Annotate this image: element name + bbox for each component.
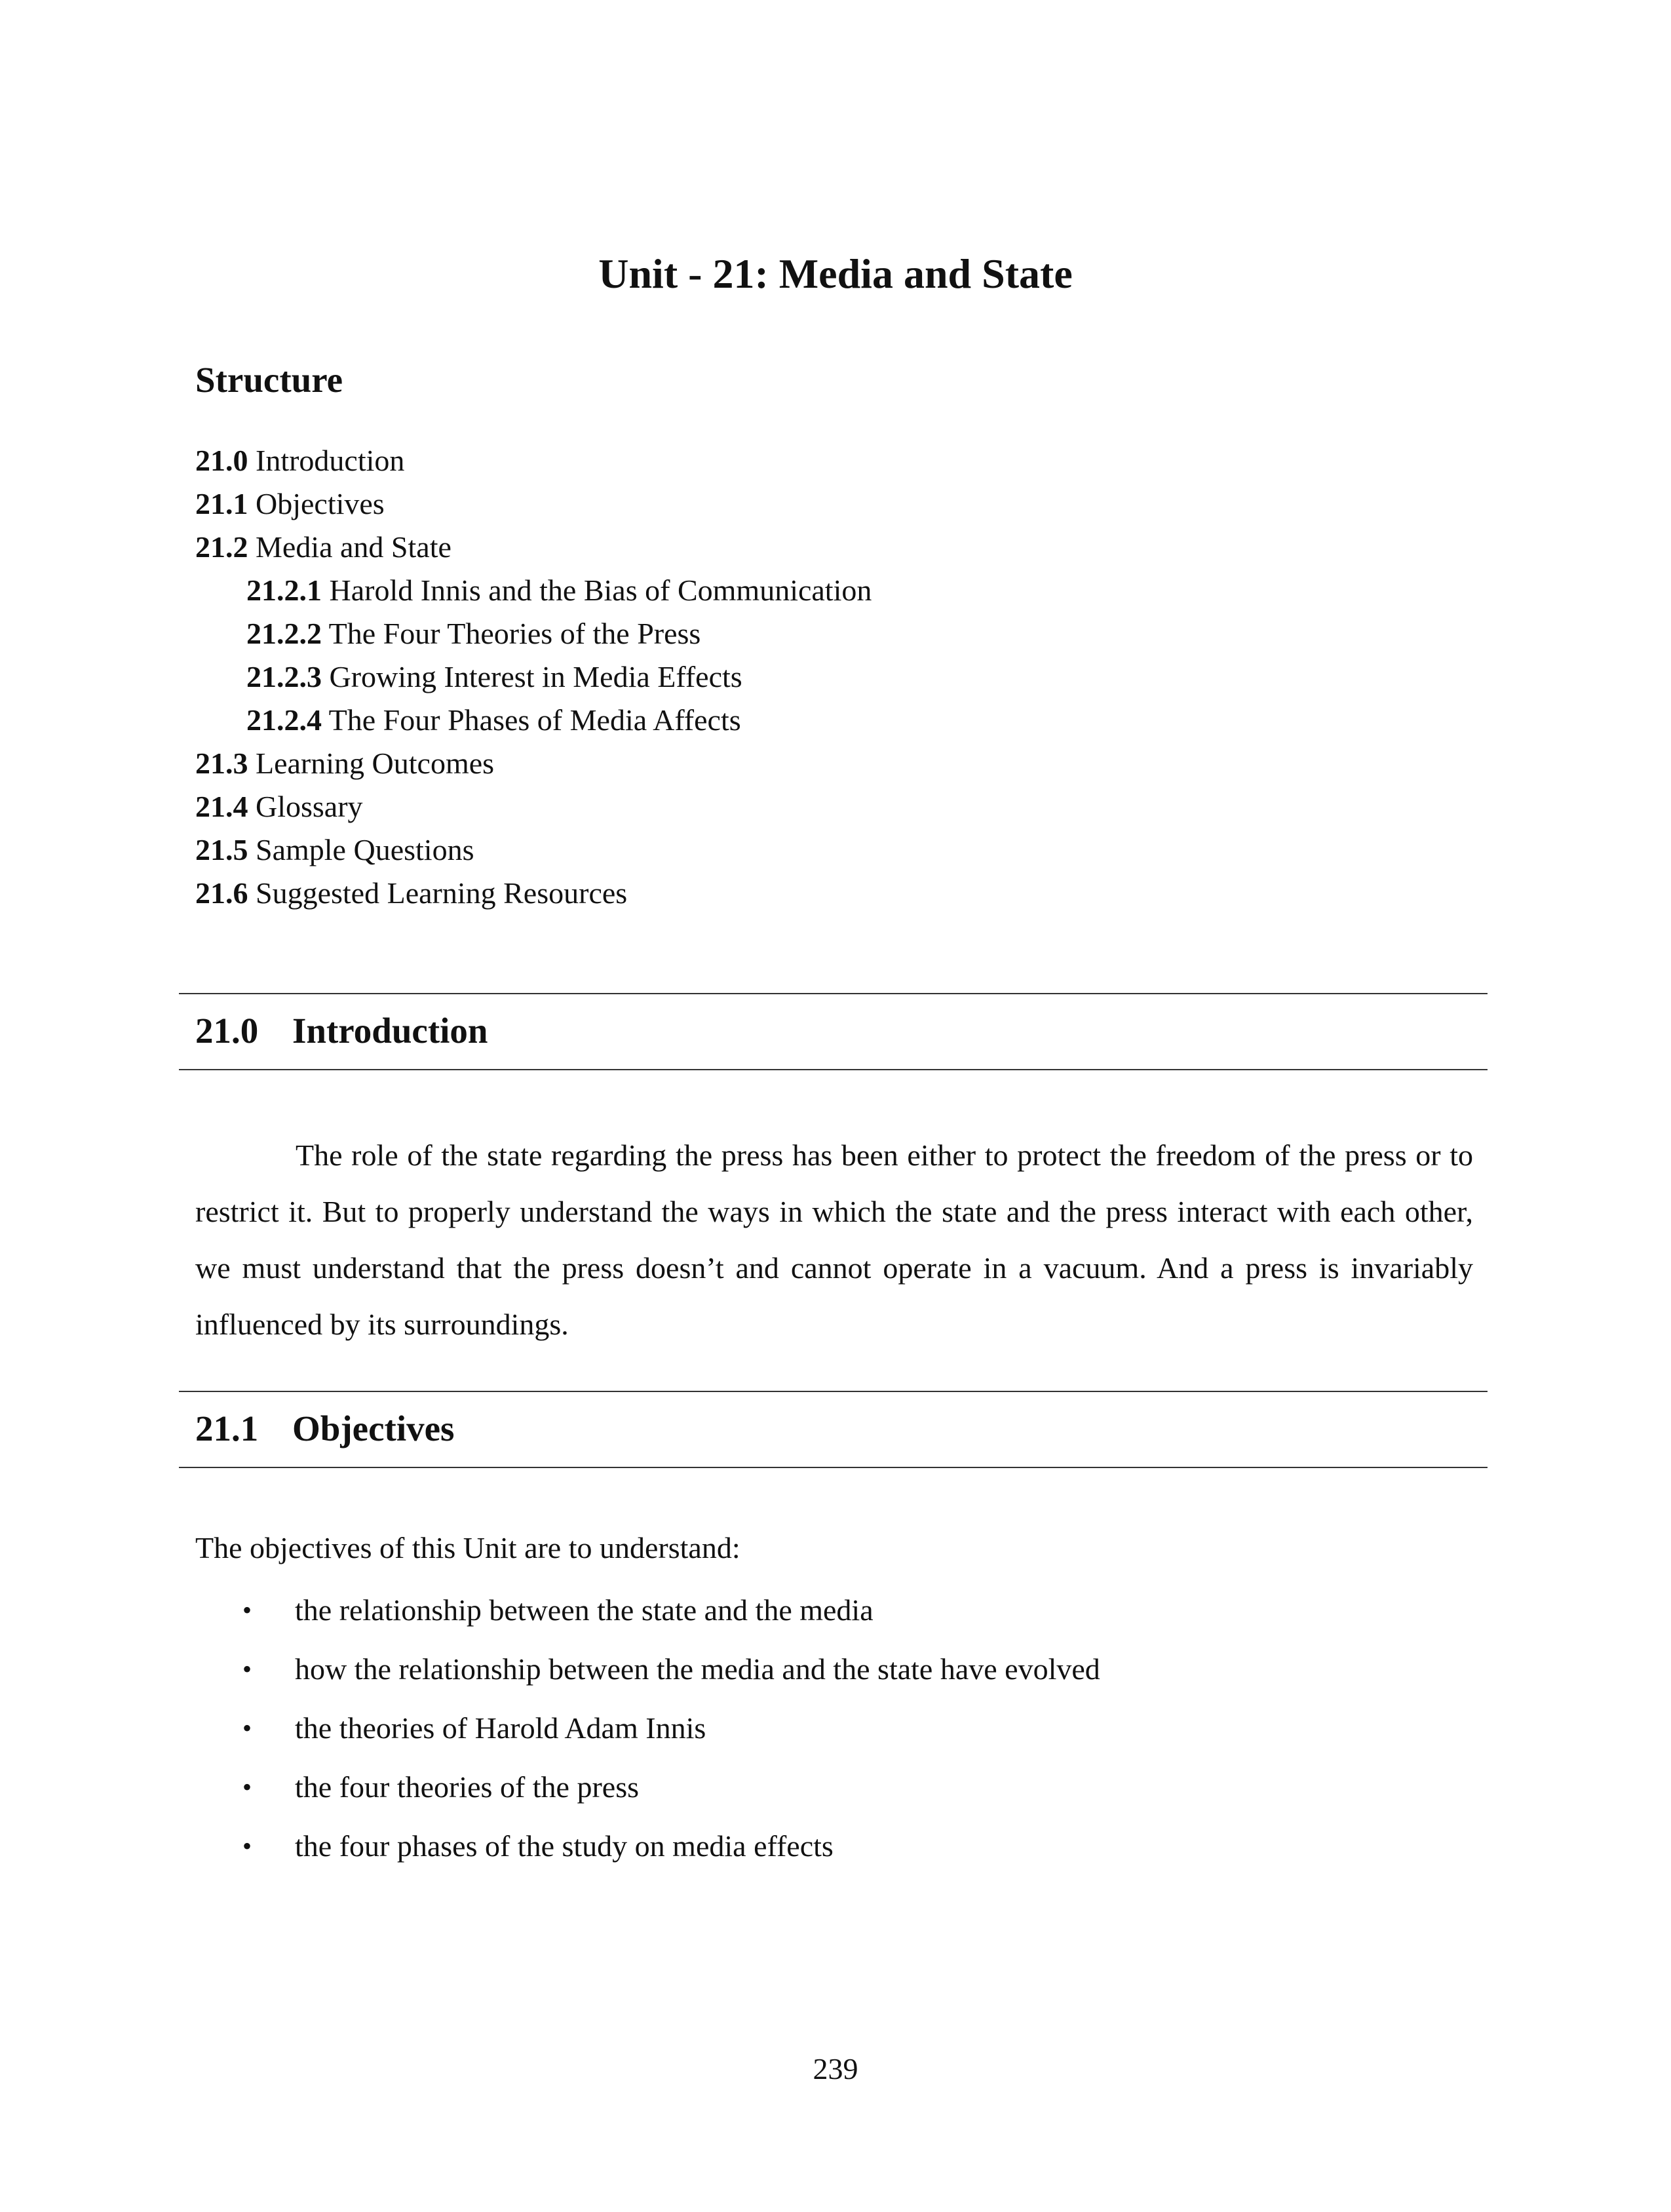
introduction-section-title: Introduction [292, 1011, 488, 1051]
structure-item [195, 526, 872, 569]
objective-text: the four phases of the study on media effects [295, 1829, 834, 1863]
structure-item-label: Suggested Learning Resources [248, 876, 628, 910]
structure-item-label: The Four Theories of the Press [322, 617, 701, 650]
objective-text: the theories of Harold Adam Innis [295, 1711, 706, 1745]
structure-item-label: Growing Interest in Media Effects [322, 660, 742, 693]
list-item [195, 1758, 1100, 1817]
page-number: 239 [813, 2052, 858, 2086]
bullet-icon: • [242, 1772, 252, 1802]
structure-item-label: Objectives [248, 487, 385, 520]
list-item [195, 1699, 1100, 1758]
objectives-list [195, 1581, 1100, 1876]
introduction-paragraph: The role of the state regarding the press has been either to protect the freedom of the press or to restrict it. But to properly understand the ways in which the state and the press interact with each other, we must understand that the press doesn’t and cannot operate in a vacuum. And a press is invariably influenced by its surroundings. [195, 1138, 1473, 1341]
structure-item-label: Glossary [248, 790, 363, 823]
structure-item-number: 21.0 [195, 444, 248, 477]
structure-list [195, 439, 872, 915]
introduction-heading-block [179, 993, 1488, 1070]
structure-item [195, 872, 872, 915]
objective-text: the relationship between the state and the media [295, 1593, 874, 1627]
list-item [195, 1581, 1100, 1640]
bullet-icon: • [242, 1713, 252, 1743]
structure-item-number: 21.2.2 [246, 617, 322, 650]
structure-item-number: 21.1 [195, 487, 248, 520]
objective-text: how the relationship between the media and the state have evolved [295, 1652, 1100, 1686]
objectives-section-number: 21.1 [195, 1408, 259, 1448]
structure-item [195, 742, 872, 785]
structure-subitem [195, 569, 872, 612]
structure-subitem [195, 655, 872, 699]
structure-item-number: 21.4 [195, 790, 248, 823]
structure-subitem [195, 612, 872, 655]
structure-item-number: 21.2.3 [246, 660, 322, 693]
structure-item [195, 482, 872, 526]
structure-item-number: 21.2 [195, 530, 248, 564]
structure-heading: Structure [195, 360, 343, 400]
structure-item-label: Sample Questions [248, 833, 474, 866]
structure-item [195, 785, 872, 828]
structure-item-number: 21.2.1 [246, 573, 322, 607]
bullet-icon: • [242, 1654, 252, 1684]
list-item [195, 1640, 1100, 1699]
structure-item-number: 21.6 [195, 876, 248, 910]
introduction-heading [195, 1010, 488, 1051]
page-title: Unit - 21: Media and State [598, 250, 1073, 297]
structure-item-number: 21.3 [195, 747, 248, 780]
structure-item-label: Harold Innis and the Bias of Communication [322, 573, 872, 607]
bullet-icon: • [242, 1831, 252, 1861]
structure-item [195, 828, 872, 872]
list-item [195, 1817, 1100, 1876]
structure-item [195, 439, 872, 482]
introduction-section-number: 21.0 [195, 1011, 259, 1051]
structure-subitem [195, 699, 872, 742]
structure-item-label: Introduction [248, 444, 405, 477]
objectives-lead: The objectives of this Unit are to understand: [195, 1531, 740, 1564]
objectives-heading [195, 1408, 454, 1449]
structure-item-label: Media and State [248, 530, 451, 564]
objectives-section-title: Objectives [292, 1408, 455, 1448]
structure-item-label: Learning Outcomes [248, 747, 495, 780]
structure-item-number: 21.5 [195, 833, 248, 866]
structure-item-number: 21.2.4 [246, 703, 322, 737]
bullet-icon: • [242, 1595, 252, 1625]
structure-item-label: The Four Phases of Media Affects [322, 703, 741, 737]
objectives-heading-block [179, 1391, 1488, 1468]
objective-text: the four theories of the press [295, 1770, 640, 1804]
